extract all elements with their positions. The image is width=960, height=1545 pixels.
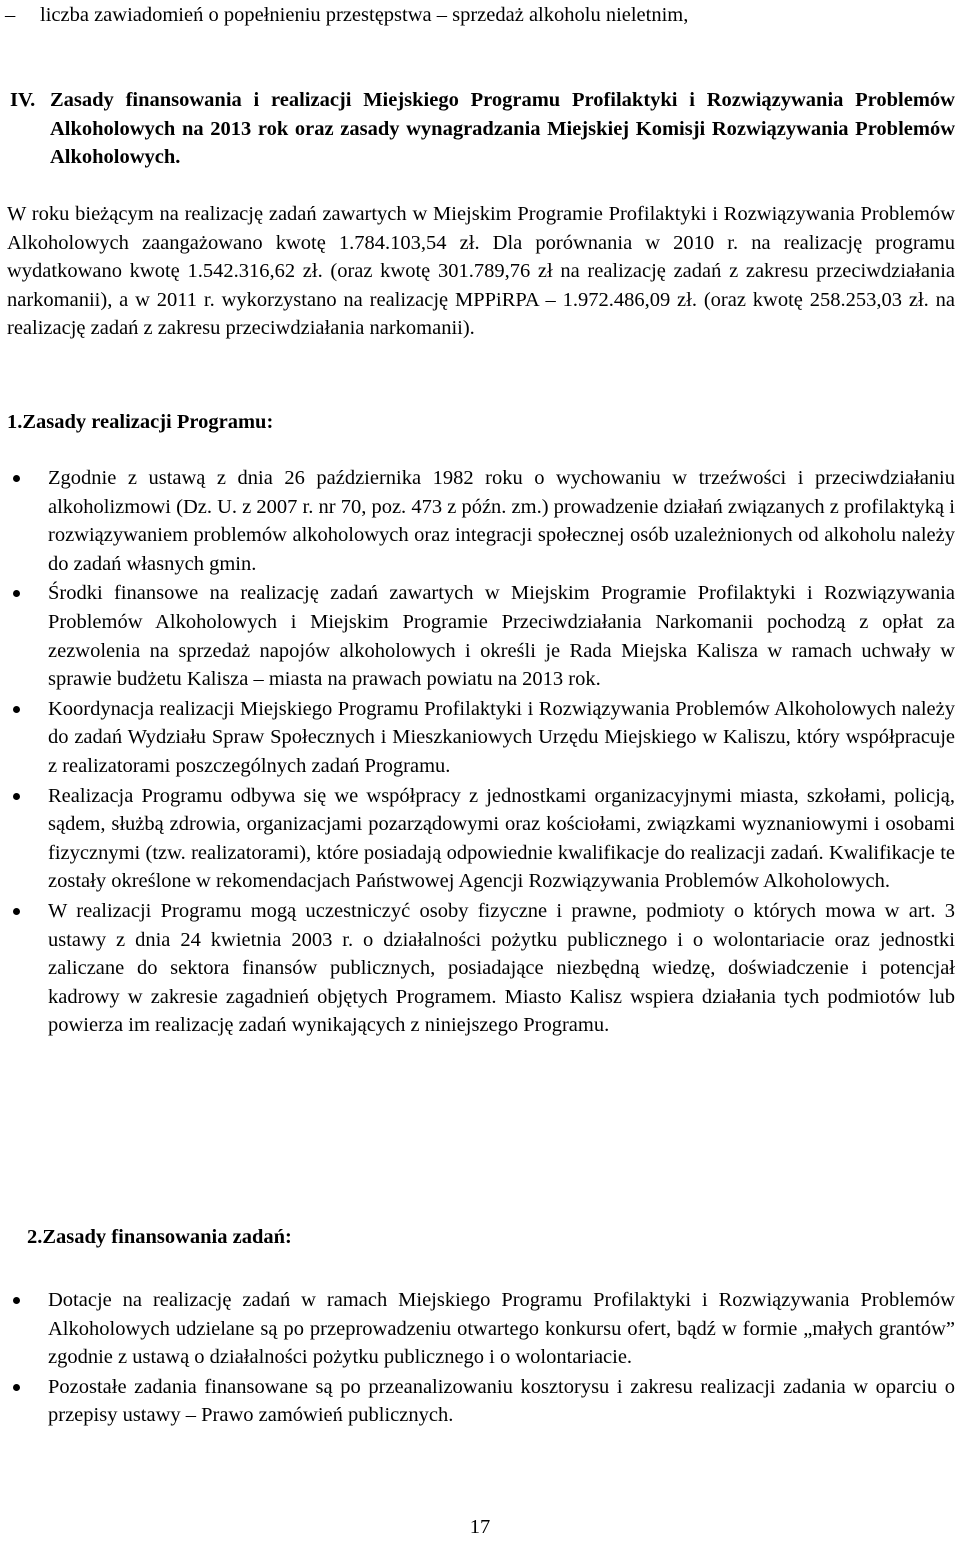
bullet-list-1 xyxy=(7,464,955,1041)
bullet-icon xyxy=(13,793,20,800)
bullet-icon xyxy=(13,1384,20,1391)
list-item xyxy=(7,464,955,578)
list-item-text: liczba zawiadomień o popełnieniu przestępstwa – sprzedaż alkoholu nieletnim, xyxy=(40,4,689,26)
subsection-2-title: 2.Zasady finansowania zadań: xyxy=(27,1226,292,1248)
intro-paragraph: W roku bieżącym na realizację zadań zawartych w Miejskim Programie Profilaktyki i Rozwiązywania Problemów Alkoholowych zaangażowano kwotę 1.784.103,54 zł. Dla porównania w 2010 r. na realizację programu wydatkowano kwotę 1.542.316,62 zł. (oraz kwotę 301.789,76 zł na realizację zadań z zakresu przeciwdziałania narkomanii), a w 2011 r. wykorzystano na realizację MPPiRPA – 1.972.486,09 zł. (oraz kwotę 258.253,03 zł. na realizację zadań z zakresu przeciwdziałania narkomanii). xyxy=(7,203,955,340)
section-heading xyxy=(10,86,955,172)
list-item-text: Realizacja Programu odbywa się we współpracy z jednostkami organizacyjnymi miasta, szkołami, policją, sądem, służbą zdrowia, organizacjami pozarządowymi oraz kościołami, związkami wyznaniowymi i osobami fizycznymi (tzw. realizatorami), które posiadają odpowiednie kwalifikacje do realizacji zadań. Kwalifikacje te zostały określone w rekomendacjach Państwowej Agencji Rozwiązywania Problemów Alkoholowych. xyxy=(48,784,955,893)
list-item xyxy=(7,1373,955,1430)
list-item-text: Koordynacja realizacji Miejskiego Programu Profilaktyki i Rozwiązywania Problemów Alkoholowych należy do zadań Wydziału Spraw Społecznych i Mieszkaniowych Urzędu Miejskiego w Kaliszu, który współpracuje z realizatorami poszczególnych zadań Programu. xyxy=(48,697,955,777)
list-item xyxy=(7,579,955,693)
bullet-icon xyxy=(13,590,20,597)
section-number: IV. xyxy=(10,89,36,111)
list-item-text: Dotacje na realizację zadań w ramach Miejskiego Programu Profilaktyki i Rozwiązywania Problemów Alkoholowych udzielane są po przeprowadzeniu otwartego konkursu ofert, bądź w formie „małych grantów” zgodnie z ustawą o działalności pożytku publicznego i o wolontariacie. xyxy=(48,1289,955,1369)
list-item-text: W realizacji Programu mogą uczestniczyć osoby fizyczne i prawne, podmioty o których mowa w art. 3 ustawy z dnia 24 kwietnia 2003 r. o działalności pożytku publicznego i o wolontariacie oraz jednostki zaliczane do sektora finansów publicznych, posiadające niezbędną wiedzę, doświadczenie i potencjał kadrowy w zakresie zagadnień objętych Programem. Miasto Kalisz wspiera działania tych podmiotów lub powierza im realizację zadań wynikających z niniejszego Programu. xyxy=(48,899,955,1037)
bullet-icon xyxy=(13,908,20,915)
section-title: Zasady finansowania i realizacji Miejskiego Programu Profilaktyki i Rozwiązywania Problemów Alkoholowych na 2013 rok oraz zasady wynagradzania Miejskiej Komisji Rozwiązywania Problemów Alkoholowych. xyxy=(50,89,955,169)
list-item-text: Zgodnie z ustawą z dnia 26 października 1982 roku o wychowaniu w trzeźwości i przeciwdziałaniu alkoholizmowi (Dz. U. z 2007 r. nr 70, poz. 473 z późn. zm.) prowadzenie działań związanych z profilaktyką i rozwiązywaniem problemów alkoholowych oraz integracji społecznej osób uzależnionych od alkoholu należy do zadań własnych gmin. xyxy=(48,467,955,575)
subsection-1-title: 1.Zasady realizacji Programu: xyxy=(7,411,274,433)
bullet-icon xyxy=(13,475,20,482)
bullet-icon xyxy=(13,706,20,713)
list-item-text: Środki finansowe na realizację zadań zawartych w Miejskim Programie Profilaktyki i Rozwiązywania Problemów Alkoholowych i Miejskim Programie Przeciwdziałania Narkomanii pochodzą z opłat za zezwolenia na sprzedaż napojów alkoholowych i określi je Rada Miejska Kalisza w ramach uchwały w sprawie budżetu Kalisza – miasta na prawach powiatu na 2013 rok. xyxy=(48,582,955,691)
bullet-icon xyxy=(13,1297,20,1304)
list-item xyxy=(7,1286,955,1372)
list-item xyxy=(7,782,955,896)
list-item xyxy=(7,897,955,1040)
dash-marker: – xyxy=(5,4,16,26)
list-item-text: Pozostałe zadania finansowane są po przeanalizowaniu kosztorysu i zakresu realizacji zadania w oparciu o przepisy ustawy – Prawo zamówień publicznych. xyxy=(48,1375,955,1427)
list-item xyxy=(7,695,955,781)
bullet-list-2 xyxy=(7,1286,955,1431)
page-number: 17 xyxy=(469,1516,491,1538)
